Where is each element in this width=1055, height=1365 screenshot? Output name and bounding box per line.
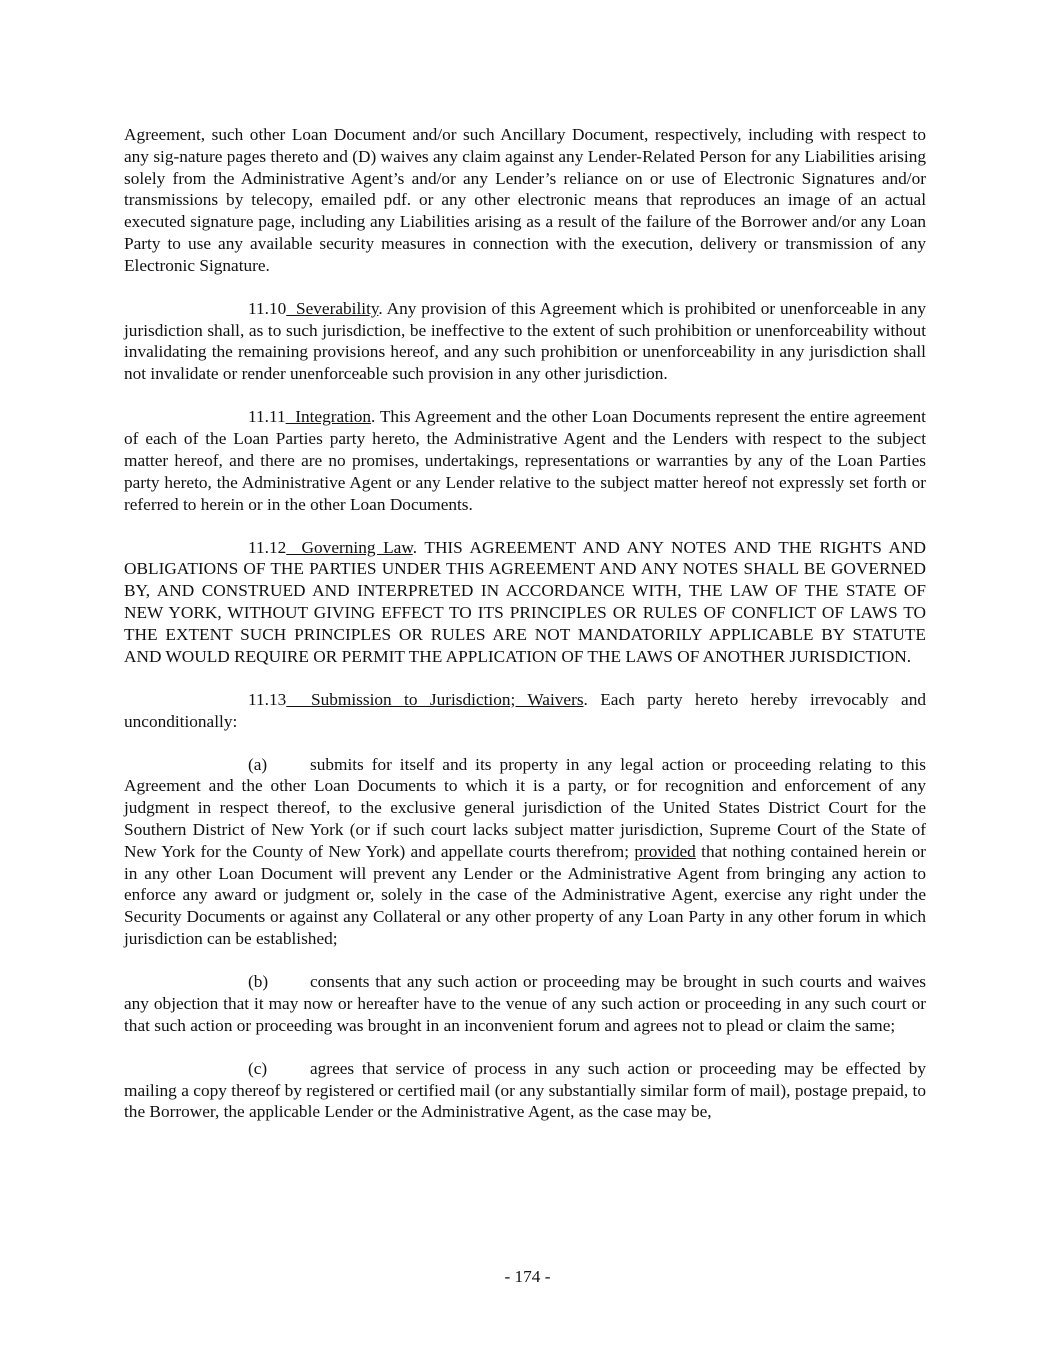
document-page	[124, 124, 926, 1144]
section-11-13	[124, 689, 926, 733]
section-heading: Submission to Jurisdiction; Waivers	[286, 689, 584, 709]
section-number: 11.13	[248, 689, 287, 709]
page-number: - 174 -	[504, 1267, 551, 1286]
item-label: (a)	[248, 754, 268, 774]
item-text: submits for itself and its property in any legal action or proceeding relating to this Agreement and the other Loan Documents to which it is a party, or for recognition and enforcement of any judgment in respect thereof, to the exclusive general jurisdiction of the United States District Court for the Southern District of New York (or if such court lacks subject matter jurisdiction, Supreme Court of the State of New York for the County of New York) and appellate courts therefrom;	[124, 754, 926, 861]
section-11-12	[124, 537, 926, 668]
item-text-continued: that nothing contained herein or in any other Loan Document will prevent any Lender or the Administrative Agent from bringing any action to enforce any award or judgment or, solely in the case of the Administrative Agent, exercise any right under the Security Documents or against any Collateral or any other property of any Loan Party in any other forum in which jurisdiction can be established;	[124, 841, 926, 948]
section-heading: Severability	[286, 298, 379, 318]
list-item-a	[124, 754, 926, 950]
paragraph-continuation: Agreement, such other Loan Document and/or such Ancillary Document, respectively, including with respect to any sig-nature pages thereto and (D) waives any claim against any Lender-Related Person for any Liabilities arising solely from the Administrative Agent’s and/or any Lender’s reliance on or use of Electronic Signatures and/or transmissions by telecopy, emailed pdf. or any other electronic means that reproduces an image of an actual executed signature page, including any Liabilities arising as a result of the failure of the Borrower and/or any Loan Party to use any available security measures in connection with the execution, delivery or transmission of any Electronic Signature.	[124, 125, 926, 275]
section-text: . Each party hereto hereby irrevocably and unconditionally:	[124, 689, 926, 731]
section-heading: Governing Law	[286, 537, 413, 557]
list-item-c	[124, 1058, 926, 1123]
section-number: 11.12	[248, 537, 287, 557]
section-11-11	[124, 406, 926, 515]
item-label: (c)	[248, 1058, 268, 1078]
section-heading: Integration	[285, 407, 372, 427]
item-label: (b)	[248, 972, 269, 992]
section-number: 11.11	[248, 407, 286, 427]
section-text: . This Agreement and the other Loan Documents represent the entire agreement of each of the Loan Parties party hereto, the Administrative Agent and the Lenders with respect to the subject matter hereof, and there are no promises, undertakings, representations or warranties by any of the Loan Parties party hereto, the Administrative Agent or any Lender relative to the subject matter hereof not expressly set forth or referred to herein or in the other Loan Documents.	[124, 407, 926, 514]
list-item-b	[124, 971, 926, 1036]
section-text: . Any provision of this Agreement which is prohibited or unenforceable in any jurisdiction shall, as to such jurisdiction, be ineffective to the extent of such prohibition or unenforceability without invalidating the remaining provisions hereof, and any such prohibition or unenforceability in any jurisdiction shall not invalidate or render unenforceable such provision in any other jurisdiction.	[124, 298, 926, 384]
section-text: . THIS AGREEMENT AND ANY NOTES AND THE RIGHTS AND OBLIGATIONS OF THE PARTIES UNDER THIS AGREEMENT AND ANY NOTES SHALL BE GOVERNED BY, AND CONSTRUED AND INTERPRETED IN ACCORDANCE WITH, THE LAW OF THE STATE OF NEW YORK, WITHOUT GIVING EFFECT TO ITS PRINCIPLES OR RULES OF CONFLICT OF LAWS TO THE EXTENT SUCH PRINCIPLES OR RULES ARE NOT MANDATORILY APPLICABLE BY STATUTE AND WOULD REQUIRE OR PERMIT THE APPLICATION OF THE LAWS OF ANOTHER JURISDICTION.	[124, 537, 926, 666]
item-text: agrees that service of process in any such action or proceeding may be effected by mailing a copy thereof by registered or certified mail (or any substantially similar form of mail), postage prepaid, to the Borrower, the applicable Lender or the Administrative Agent, as the case may be,	[124, 1058, 926, 1122]
section-number: 11.10	[248, 298, 287, 318]
provided-term: provided	[634, 841, 696, 861]
item-text: consents that any such action or proceeding may be brought in such courts and waives any objection that it may now or hereafter have to the venue of any such action or proceeding in any such court or that such action or proceeding was brought in an inconvenient forum and agrees not to plead or claim the same;	[124, 972, 926, 1035]
section-11-10	[124, 298, 926, 385]
